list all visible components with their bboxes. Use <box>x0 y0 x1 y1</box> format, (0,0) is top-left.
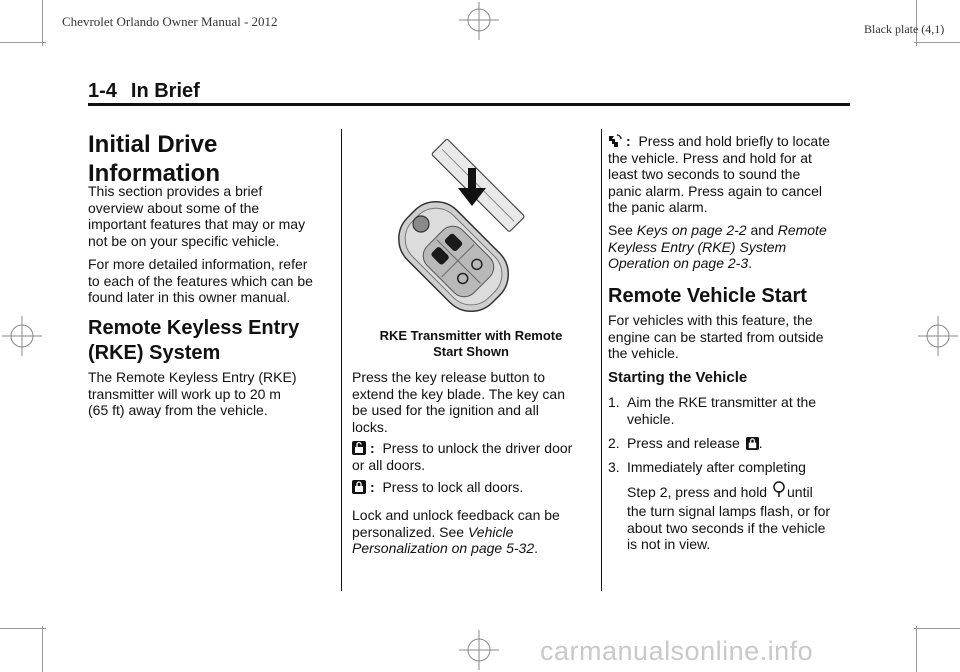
text-line: transmitter will work up to 20 m <box>88 385 281 402</box>
text-line: vehicle. <box>627 410 675 427</box>
text-line: to each of the features which can be <box>88 272 313 289</box>
text-line: the turn signal lamps flash, or for <box>627 503 831 519</box>
section-title: In Brief <box>130 80 200 102</box>
text-line <box>352 540 560 557</box>
step-number: 3. <box>608 459 620 475</box>
text-fragment: and <box>746 222 778 238</box>
crop-mark <box>916 626 917 672</box>
text-line: the vehicle. Press and hold for at <box>608 149 812 166</box>
personalization-link-cont[interactable]: Personalization on page 5-32 <box>352 540 535 556</box>
heading-line: (RKE) System <box>88 342 221 364</box>
text-line: (65 ft) away from the vehicle. <box>88 402 268 418</box>
column-divider-2 <box>601 129 602 591</box>
step-text <box>627 459 830 553</box>
rke-heading <box>88 316 299 366</box>
text-fragment: until <box>787 483 813 500</box>
unlock-icon <box>352 441 366 455</box>
text-line: the panic alarm. <box>608 199 708 215</box>
text-line: locks. <box>352 418 388 435</box>
lock-icon <box>746 437 759 450</box>
starting-vehicle-heading: Starting the Vehicle <box>608 369 748 386</box>
column-divider-1 <box>341 129 342 591</box>
step-number: 2. <box>608 435 620 451</box>
personalization-link[interactable]: Vehicle <box>467 523 514 540</box>
crop-mark <box>0 42 46 43</box>
step-text <box>627 394 816 427</box>
unlock-text: Press to unlock the driver door <box>382 440 573 456</box>
feedback-paragraph <box>352 507 560 557</box>
initial-drive-heading <box>88 130 220 188</box>
remote-vehicle-start-heading: Remote Vehicle Start <box>608 285 807 307</box>
running-title: Chevrolet Orlando Owner Manual - 2012 <box>62 14 278 29</box>
lock-icon <box>352 480 366 494</box>
text-line: about two seconds if the vehicle <box>627 519 826 536</box>
rke-operation-link[interactable]: Remote <box>777 222 827 238</box>
text-line: the vehicle. <box>608 345 679 361</box>
locate-text: Press and hold briefly to locate <box>638 133 830 149</box>
text-line: Press the key release button to <box>352 369 545 385</box>
registration-mark-left <box>2 316 42 356</box>
rke-operation-link-cont[interactable]: Operation on page 2-3 <box>608 255 749 271</box>
heading-line: Remote Keyless Entry <box>88 317 300 339</box>
text-fragment: . <box>534 540 539 556</box>
key-release-paragraph <box>352 369 565 435</box>
text-line: or all doors. <box>352 456 426 473</box>
text-line: extend the key blade. The key can <box>352 385 565 402</box>
registration-mark-top <box>459 0 499 40</box>
illustration-caption <box>350 328 592 360</box>
text-line: important features that may or may <box>88 216 306 232</box>
more-info-paragraph <box>88 256 313 306</box>
crop-mark <box>42 626 43 672</box>
rvs-paragraph <box>608 312 824 362</box>
text-line: This section provides a brief <box>88 183 263 199</box>
crop-mark <box>42 0 43 46</box>
keys-link[interactable]: Keys on page 2-2 <box>636 222 747 238</box>
rke-paragraph <box>88 369 297 419</box>
vehicle-locator-paragraph: : Press and hold briefly to locate the vehicle. Press and hold for at least two seconds to sound the panic alarm. Press again to cancel the panic alarm. <box>608 133 830 215</box>
crop-mark <box>914 628 960 629</box>
text-fragment: Press and release <box>627 435 740 451</box>
text-line: least two seconds to sound the <box>608 166 801 182</box>
text-line: For vehicles with this feature, the <box>608 312 813 328</box>
text-line: be used for the ignition and all <box>352 402 539 418</box>
header-rule <box>88 103 850 106</box>
intro-paragraph <box>88 183 305 249</box>
heading-line: Initial Drive <box>88 131 218 158</box>
registration-mark-bottom <box>459 630 499 670</box>
text-fragment: personalized. See <box>352 523 468 540</box>
crop-mark <box>0 628 46 629</box>
text-fragment: Step 2, press and hold <box>627 483 768 500</box>
page-number: 1-4 <box>88 80 117 102</box>
text-line: Lock and unlock feedback can be <box>352 507 560 523</box>
heading-line: Information <box>88 160 220 187</box>
lock-paragraph: : Press to lock all doors. <box>352 479 523 496</box>
step-number: 1. <box>608 394 620 410</box>
text-line: engine can be started from outside <box>608 328 824 345</box>
crop-mark <box>914 42 960 43</box>
watermark: carmanualsonline.info <box>540 636 814 666</box>
text-line: Immediately after completing <box>627 459 806 475</box>
unlock-paragraph: : Press to unlock the driver door or all doors. <box>352 440 573 473</box>
registration-mark-right <box>918 316 958 356</box>
caption-line: RKE Transmitter with Remote <box>379 328 563 343</box>
text-fragment: See <box>608 222 637 238</box>
text-line: panic alarm. Press again to cancel <box>608 182 822 199</box>
plate-label: Black plate (4,1) <box>864 22 945 36</box>
see-also-paragraph <box>608 222 827 272</box>
text-fragment: . <box>748 255 752 271</box>
text-line: is not in view. <box>627 536 711 552</box>
rke-operation-link-cont[interactable]: Keyless Entry (RKE) System <box>608 238 787 255</box>
text-line: not be on your specific vehicle. <box>88 232 280 249</box>
text-line: For more detailed information, refer <box>88 256 308 272</box>
remote-start-icon <box>773 481 785 498</box>
caption-line: Start Shown <box>433 344 509 359</box>
page-header <box>88 80 200 103</box>
rke-transmitter-illustration <box>355 128 585 328</box>
text-line <box>352 524 560 541</box>
text-fragment: . <box>758 435 763 451</box>
text-line: The Remote Keyless Entry (RKE) <box>88 369 297 385</box>
text-line <box>627 481 830 501</box>
text-line: Aim the RKE transmitter at the <box>627 394 817 410</box>
lock-text: Press to lock all doors. <box>382 479 524 495</box>
text-line: overview about some of the <box>88 199 260 216</box>
text-line: found later in this owner manual. <box>88 289 291 305</box>
step-text <box>627 435 763 452</box>
vehicle-locator-icon <box>608 134 622 148</box>
